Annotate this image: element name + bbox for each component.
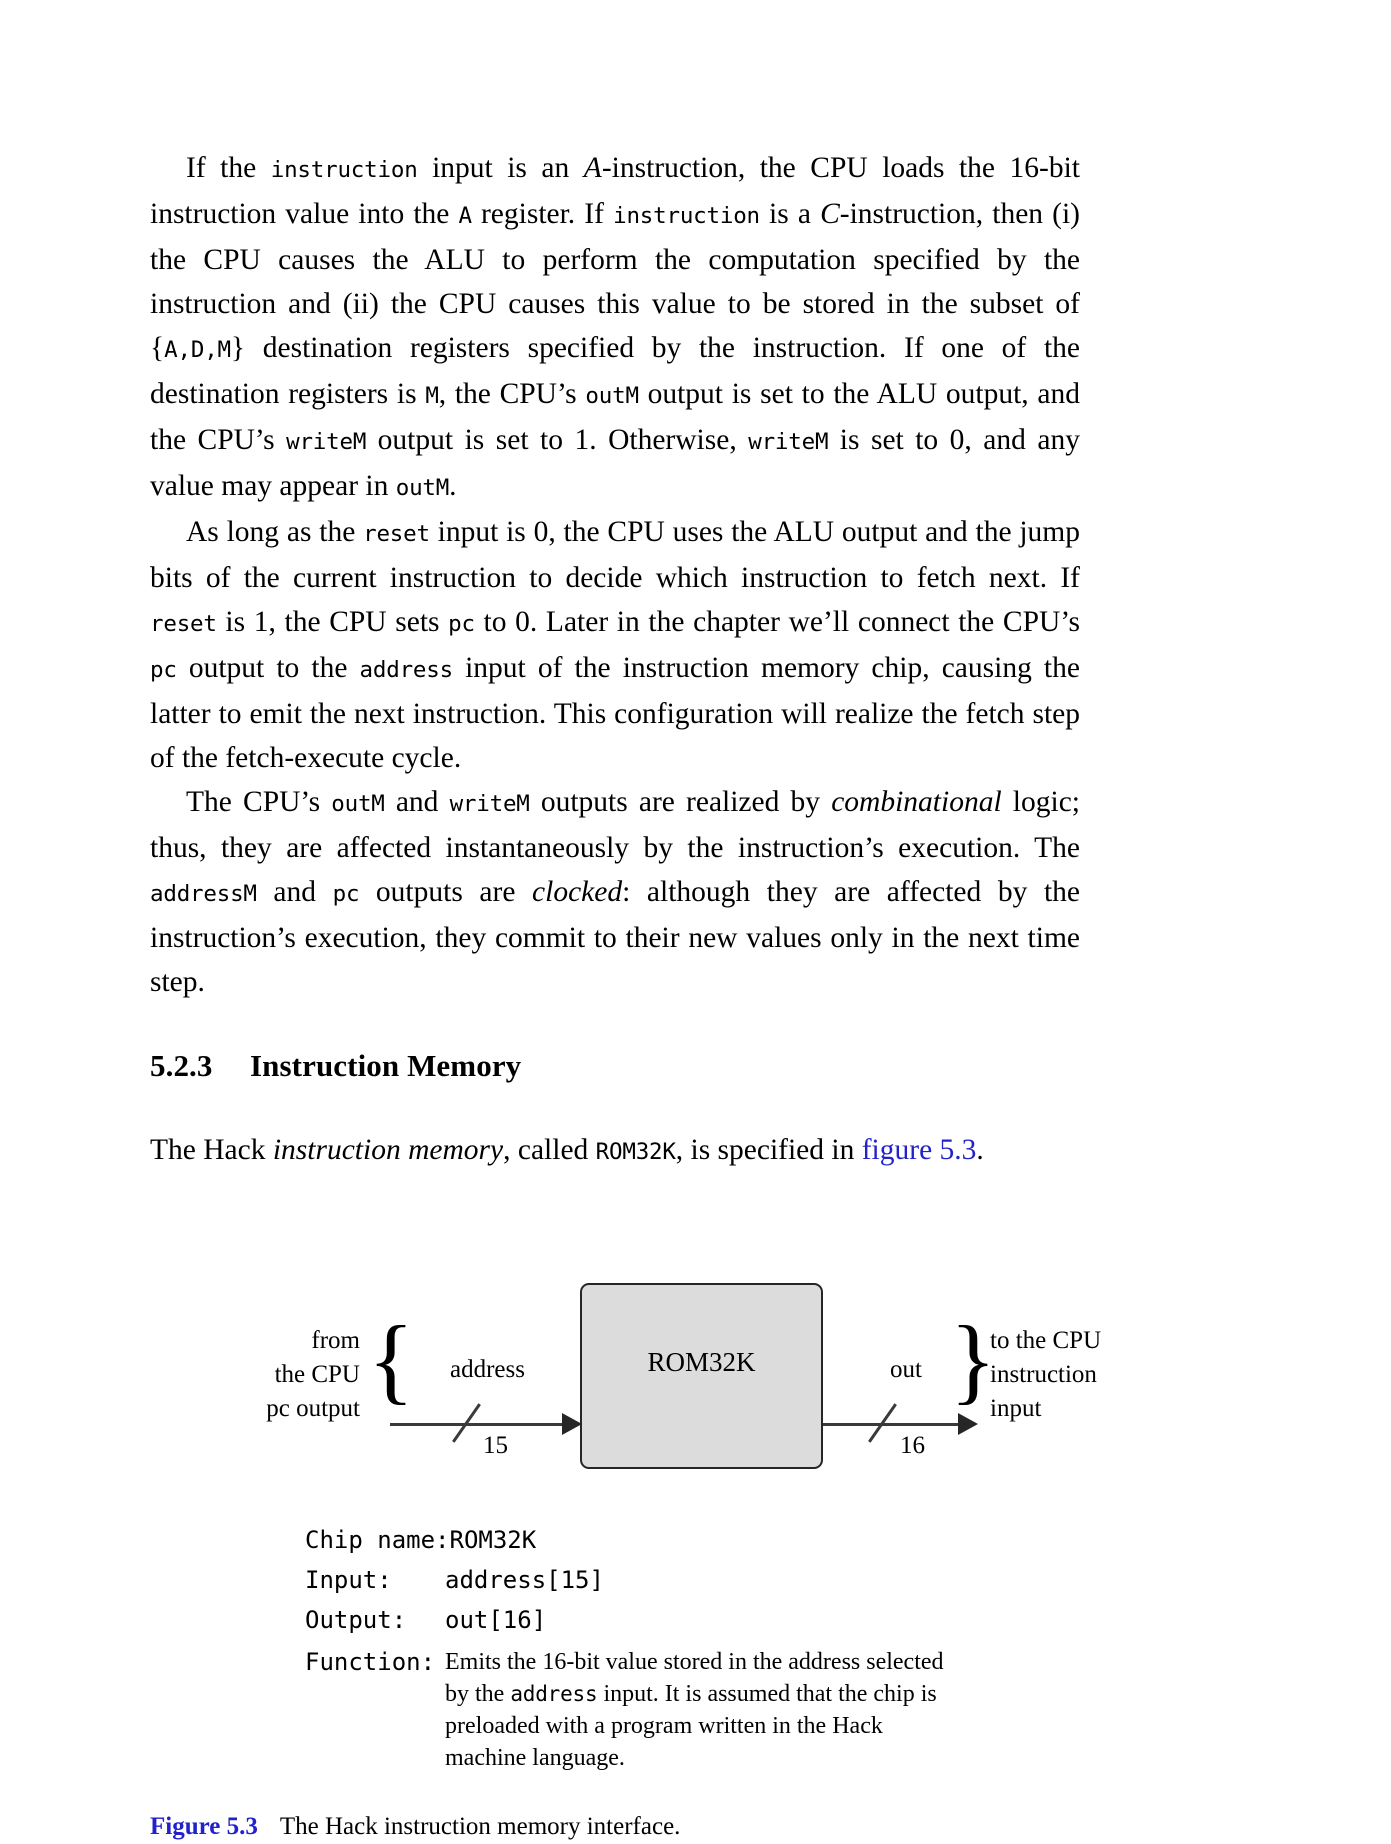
code-term: pc [332,881,360,907]
text-run: If the [186,152,271,184]
code-term: outM [331,791,385,817]
input-bus-width: 15 [483,1432,508,1459]
text-run: output is set to 1. Otherwise, [366,424,749,456]
figure-diagram [150,1236,1102,1506]
code-term: M [425,383,439,409]
text-run: and [384,786,450,818]
text-run: . [976,1134,984,1166]
text-run: , the CPU’s [438,378,586,410]
text-run: outputs are realized by [529,786,832,818]
text-run: { [150,332,165,364]
spec-label-function: Function: [305,1648,436,1676]
code-term: instruction [613,203,760,229]
text-run: and [256,876,333,908]
section-title: Instruction Memory [250,1048,522,1083]
spec-value-chip-name: ROM32K [449,1526,537,1554]
left-brace-icon: { [368,1306,415,1413]
code-term: outM [395,475,450,501]
spec-value-output: out[16] [445,1606,547,1634]
left-label-line-3: pc output [266,1395,360,1422]
code-term: A [458,203,472,229]
left-label-line-1: from [311,1327,360,1354]
paragraph-cpu-instruction [150,146,1080,510]
text-run: register. If [471,198,614,230]
code-term: pc [448,611,475,637]
text-run: input of the instruction memory chip, causing the latter to emit the next instruction. This configuration will realize the fetch step of the fetch-execute cycle. [150,652,1080,774]
text-run: The CPU’s [186,786,332,818]
spec-label-output: Output: [305,1606,407,1634]
spec-label-input: Input: [305,1566,392,1594]
code-term: reset [363,521,430,547]
text-run: , is specified in [675,1134,862,1166]
text-run: input is 0, the CPU uses the ALU output and the jump bits of the current instruction to decide which instruction to fetch next. If [150,516,1080,594]
text-run: outputs are [359,876,533,908]
output-arrowhead-icon [958,1413,978,1435]
right-side-label [990,1324,1210,1426]
spec-value-function [445,1646,965,1774]
code-term: outM [585,383,639,409]
code-term: pc [150,657,177,683]
input-pin-name: address [450,1356,525,1383]
figure-cross-reference-link[interactable]: figure 5.3 [861,1134,977,1166]
paragraph-combinational-clocked [150,780,1080,1004]
output-pin-name: out [890,1356,922,1383]
section-heading [150,1048,1080,1084]
text-run: . [449,470,457,502]
text-run: output to the [176,652,360,684]
emphasis-term: clocked [532,876,623,908]
chip-specification [305,1524,1080,1774]
text-run: output is set to the ALU output, and the CPU’s [150,378,1080,456]
spec-label-chip-name: Chip name: [305,1526,450,1554]
text-run: is set to 0, and any value may appear in [150,424,1080,502]
figure-caption-text: The Hack instruction memory interface. [279,1813,681,1840]
output-bus-width: 16 [900,1432,925,1459]
text-run: input. It is assumed that the chip is preloaded with a program written in the Hack machine language. [445,1681,937,1771]
output-wire [823,1423,973,1426]
left-label-line-2: the CPU [274,1361,360,1388]
spec-row [305,1524,1080,1556]
rom32k-chip-label: ROM32K [647,1347,756,1377]
paragraph-reset-behavior [150,510,1080,780]
figure-caption-label: Figure 5.3 [150,1813,258,1840]
right-label-line-2: instruction [990,1361,1097,1388]
code-term: address [359,657,453,683]
code-term: instruction [270,157,418,183]
emphasis-term: combinational [831,786,1002,818]
text-run: Emits the 16-bit value stored in the address selected by the [445,1649,944,1707]
text-run: is a [759,198,821,230]
emphasis-term: C [820,198,840,230]
right-label-line-3: input [990,1395,1042,1422]
input-arrowhead-icon [562,1413,582,1435]
emphasis-term: A [583,152,602,184]
text-run: is 1, the CPU sets [216,606,449,638]
code-term: writeM [286,429,367,455]
spec-row [305,1564,1080,1596]
section-number: 5.2.3 [150,1048,213,1083]
left-side-label [180,1324,360,1426]
text-run: The Hack [150,1134,273,1166]
spec-row-function [305,1646,1080,1774]
code-term: A,D,M [164,337,231,363]
code-term: writeM [449,791,530,817]
figure-caption [150,1810,1080,1844]
code-term: writeM [748,429,829,455]
code-term: address [510,1682,598,1706]
text-run: -instruction, then (i) the CPU causes the ALU to perform the computation specified by the instruction and (ii) the CPU causes this value to be stored in the subset of [150,198,1081,320]
text-run: logic; thus, they are affected instantaneously by the instruction’s execution. The [150,786,1080,864]
input-wire [390,1423,565,1426]
page-content [150,0,1102,1844]
right-brace-icon: } [950,1306,997,1413]
text-run: input is an [417,152,584,184]
rom32k-chip-box [580,1283,823,1469]
spec-row [305,1604,1080,1636]
code-term: addressM [150,881,257,907]
text-run: } destination registers specified by the instruction. If one of the destination registers is [150,332,1080,410]
right-label-line-1: to the CPU [990,1327,1102,1354]
text-run: to 0. Later in the chapter we’ll connect the CPU’s [474,606,1080,638]
text-run: : although they are affected by the instruction’s execution, they commit to their new values only in the next time step. [150,876,1081,998]
text-run: , called [503,1134,596,1166]
text-run: As long as the [186,516,364,548]
code-term: ROM32K [595,1139,676,1165]
intro-line [150,1128,1080,1174]
text-run: -instruction, the CPU loads the 16-bit instruction value into the [150,152,1081,230]
emphasis-term: instruction memory [272,1134,504,1166]
spec-value-input: address[15] [445,1566,604,1594]
code-term: reset [150,611,217,637]
